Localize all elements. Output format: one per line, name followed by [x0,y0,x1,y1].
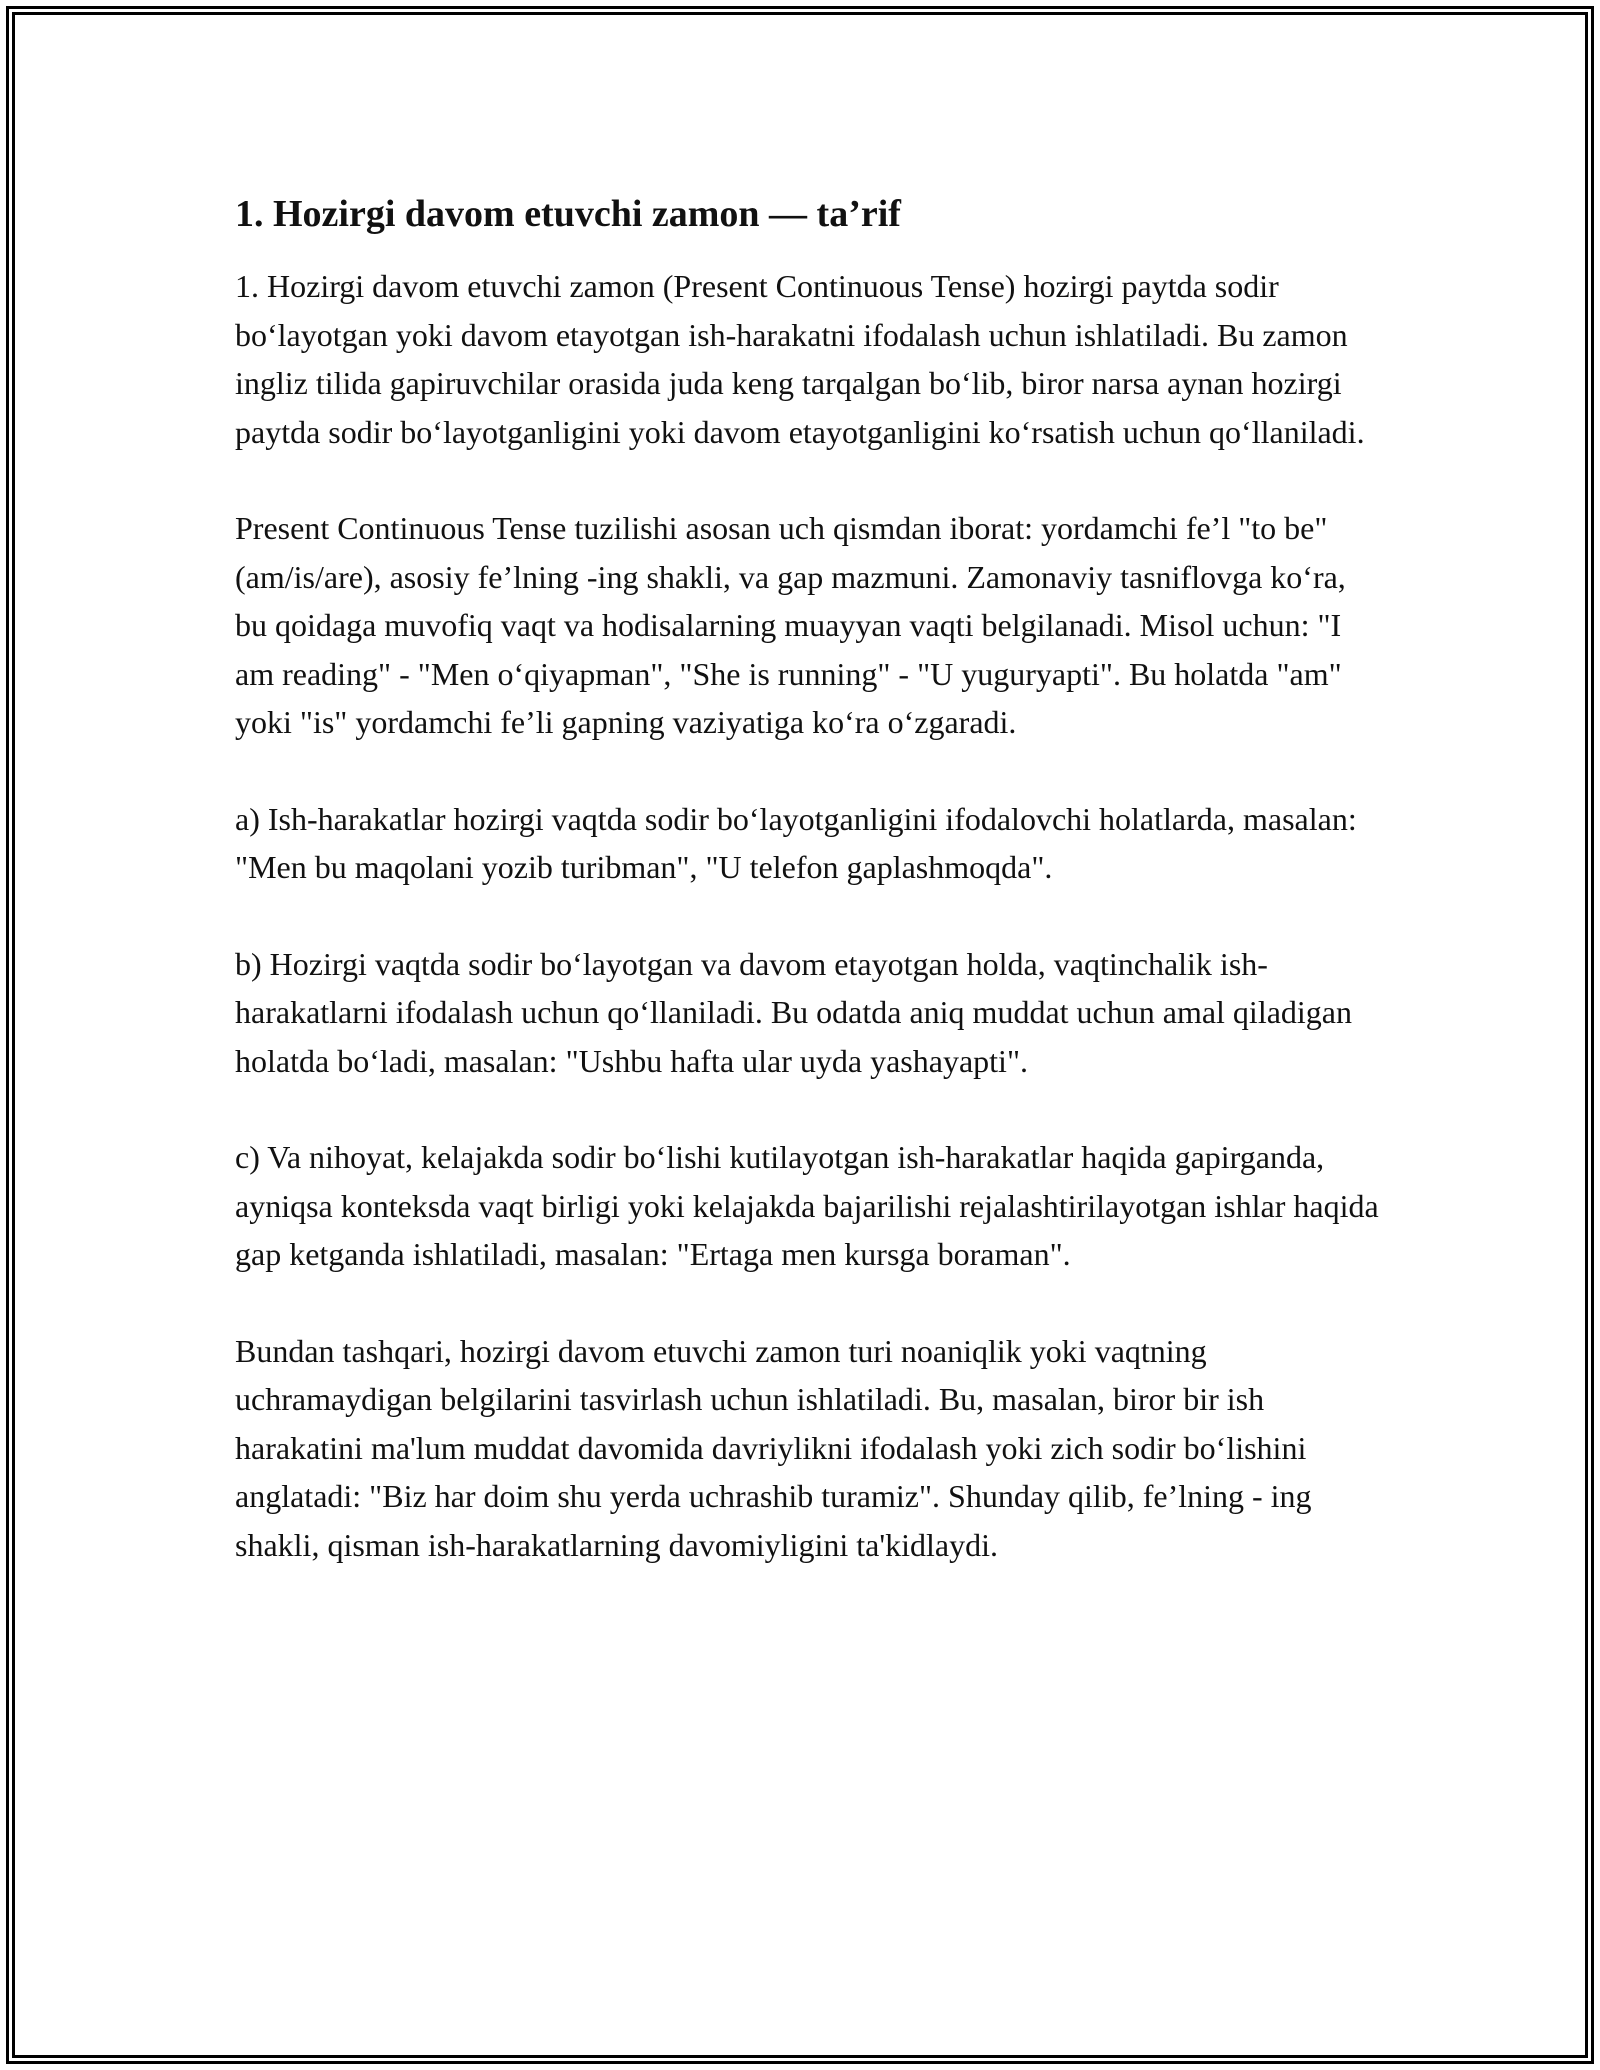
paragraph-usage-a: a) Ish-harakatlar hozirgi vaqtda sodir bo‘layotganligini ifodalovchi holatlarda, masalan: "Men bu maqolani yozib turibman", "U telefon gaplashmoqda". [235,800,1357,885]
section-heading: 1. Hozirgi davom etuvchi zamon — ta’rif [235,193,901,235]
paragraph-usage-c: c) Va nihoyat, kelajakda sodir bo‘lishi kutilayotgan ish-harakatlar haqida gapirganda, ayniqsa konteksda vaqt birligi yoki kelajakda bajarilishi rejalashtirilayotgan ishlar haqida gap ketganda ishlatiladi, masalan: "Ertaga men kursga boraman". [235,1139,1379,1272]
paragraph-definition: 1. Hozirgi davom etuvchi zamon (Present Continuous Tense) hozirgi paytda sodir bo‘layotgan yoki davom etayotgan ish-harakatni ifodalash uchun ishlatiladi. Bu zamon ingliz tilida gapiruvchilar orasida juda keng tarqalgan bo‘lib, biror narsa aynan hozirgi paytda sodir bo‘layotganligini yoki davom etayotganligini ko‘rsatish uchun qo‘llaniladi. [235,268,1365,450]
paragraph-usage-b: b) Hozirgi vaqtda sodir bo‘layotgan va davom etayotgan holda, vaqtinchalik ish-harakatlarni ifodalash uchun qo‘llaniladi. Bu odatda aniq muddat uchun amal qiladigan holatda bo‘ladi, masalan: "Ushbu hafta ular uyda yashayapti". [235,945,1352,1079]
document-body [235,188,1385,1617]
paragraph-structure: Present Continuous Tense tuzilishi asosan uch qismdan iborat: yordamchi fe’l "to be" (am/is/are), asosiy fe’lning -ing shakli, va gap mazmuni. Zamonaviy tasniflovga ko‘ra, bu qoidaga muvofiq vaqt va hodisalarning muayyan vaqti belgilanadi. Misol uchun: "I am reading" - "Men o‘qiyapman", "She is running" - "U yuguryapti". Bu holatda "am" yoki "is" yordamchi fe’li gapning vaziyatiga ko‘ra o‘zgaradi. [235,510,1346,740]
paragraph-additional: Bundan tashqari, hozirgi davom etuvchi zamon turi noaniqlik yoki vaqtning uchramaydigan belgilarini tasvirlash uchun ishlatiladi. Bu, masalan, biror bir ish harakatini ma'lum muddat davomida davriylikni ifodalash yoki zich sodir bo‘lishini anglatadi: "Biz har doim shu yerda uchrashib turamiz". Shunday qilib, fe’lning - ing shakli, qisman ish-harakatlarning davomiyligini ta'kidlaydi. [235,1332,1312,1563]
